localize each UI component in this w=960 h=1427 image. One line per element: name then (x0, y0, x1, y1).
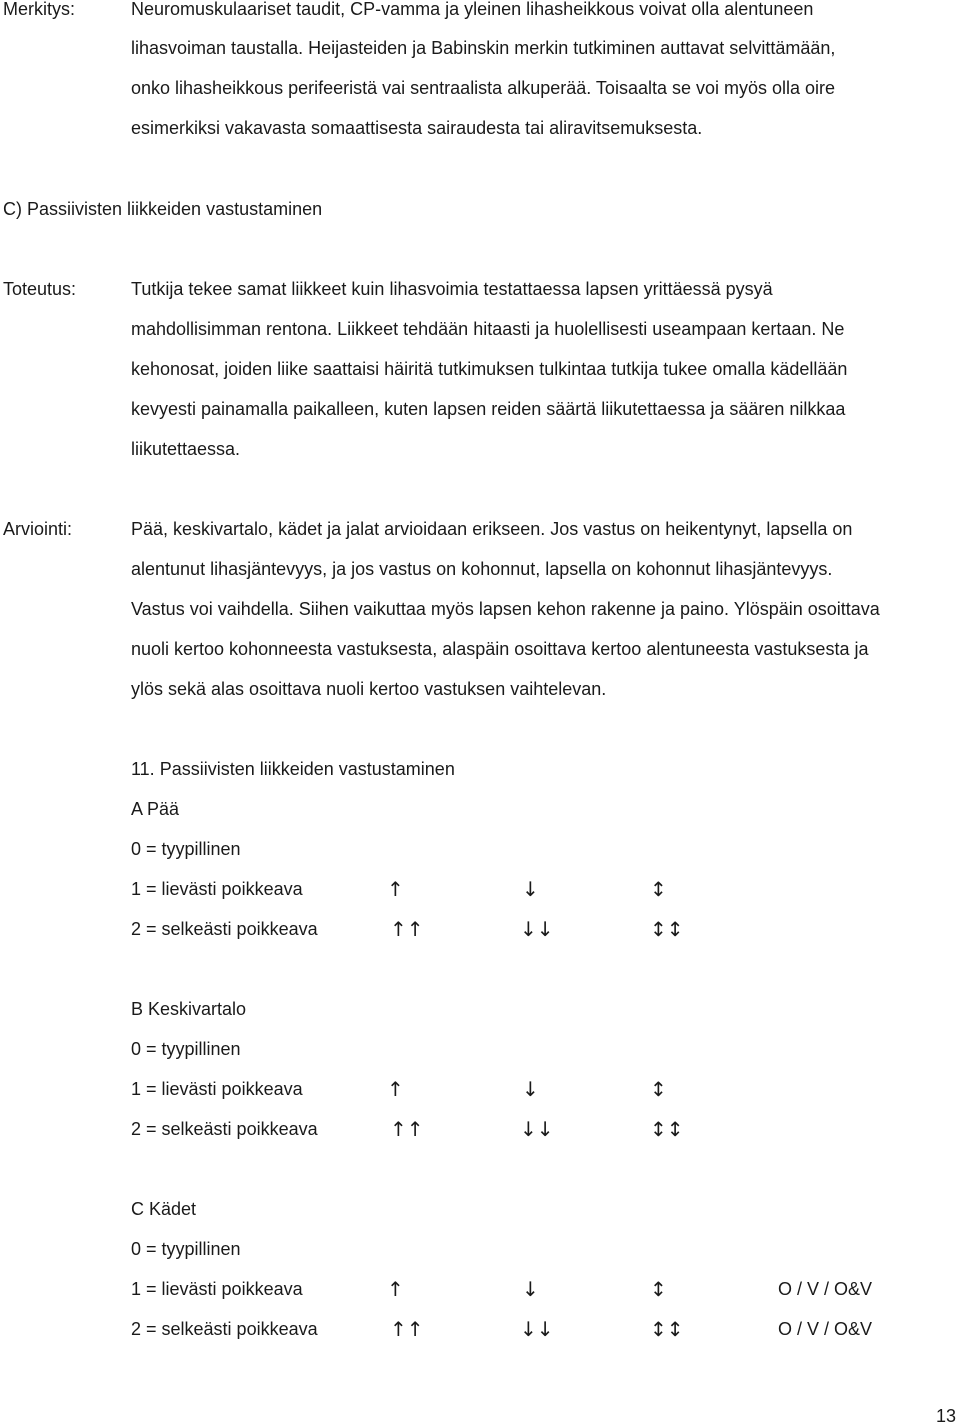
c-score-1-arrow-up-icon: ↑ (387, 1277, 404, 1301)
b-score-2-arrow-down-double-icon: ↓↓ (520, 1117, 554, 1141)
arviointi-line-2: alentunut lihasjäntevyys, ja jos vastus on kohonnut, lapsella on kohonnut lihasjäntevyys. (131, 559, 833, 579)
subsection-b-score-0: 0 = tyypillinen (131, 1039, 241, 1059)
section-heading: C) Passiivisten liikkeiden vastustaminen (3, 199, 323, 219)
c-score-1-arrow-updown-icon: ↕ (650, 1277, 667, 1301)
subsection-c-title: C Kädet (131, 1199, 197, 1219)
a-score-2-arrow-down-double-icon: ↓↓ (520, 917, 554, 941)
a-score-1-arrow-updown-icon: ↕ (650, 877, 667, 901)
a-score-2-arrow-updown-double-icon: ↕↕ (650, 917, 684, 941)
toteutus-line-5: liikutettaessa. (131, 439, 241, 459)
subsection-a-score-0: 0 = tyypillinen (131, 839, 241, 859)
toteutus-line-3: kehonosat, joiden liike saattaisi häiritä tutkimuksen tulkintaa tutkija tukee omalla kädellään (131, 359, 848, 379)
subsection-a-score-1: 1 = lievästi poikkeava (131, 879, 303, 899)
subsection-c-score-2: 2 = selkeästi poikkeava (131, 1319, 318, 1339)
merkitys-line-3: onko lihasheikkous perifeeristä vai sentraalista alkuperää. Toisaalta se voi myös olla oire (131, 78, 836, 98)
subsection-a-title: A Pää (131, 799, 180, 819)
c-score-2-arrow-updown-double-icon: ↕↕ (650, 1317, 684, 1341)
c-score-1-side-options: O / V / O&V (778, 1279, 873, 1299)
item-title: 11. Passiivisten liikkeiden vastustaminen (131, 759, 455, 779)
a-score-1-arrow-up-icon: ↑ (387, 877, 404, 901)
b-score-1-arrow-up-icon: ↑ (387, 1077, 404, 1101)
subsection-b-title: B Keskivartalo (131, 999, 247, 1019)
merkitys-line-1: Neuromuskulaariset taudit, CP-vamma ja yleinen lihasheikkous voivat olla alentuneen (131, 0, 814, 19)
subsection-c-score-1: 1 = lievästi poikkeava (131, 1279, 303, 1299)
a-score-2-arrow-up-double-icon: ↑↑ (390, 917, 424, 941)
page-number: 13 (935, 1406, 956, 1426)
b-score-1-arrow-updown-icon: ↕ (650, 1077, 667, 1101)
arviointi-line-3: Vastus voi vaihdella. Siihen vaikuttaa myös lapsen kehon rakenne ja paino. Ylöspäin osoittava (131, 599, 880, 619)
c-score-2-side-options: O / V / O&V (778, 1319, 873, 1339)
c-score-1-arrow-down-icon: ↓ (522, 1277, 539, 1301)
merkitys-label: Merkitys: (3, 0, 75, 19)
subsection-c-score-0: 0 = tyypillinen (131, 1239, 241, 1259)
subsection-a-score-2: 2 = selkeästi poikkeava (131, 919, 318, 939)
b-score-2-arrow-updown-double-icon: ↕↕ (650, 1117, 684, 1141)
arviointi-line-1: Pää, keskivartalo, kädet ja jalat arvioidaan erikseen. Jos vastus on heikentynyt, lapsella on (131, 519, 853, 539)
subsection-b-score-2: 2 = selkeästi poikkeava (131, 1119, 318, 1139)
c-score-2-arrow-up-double-icon: ↑↑ (390, 1317, 424, 1341)
c-score-2-arrow-down-double-icon: ↓↓ (520, 1317, 554, 1341)
toteutus-label: Toteutus: (3, 279, 77, 299)
arviointi-line-5: ylös sekä alas osoittava nuoli kertoo vastuksen vaihtelevan. (131, 679, 607, 699)
toteutus-line-4: kevyesti painamalla paikalleen, kuten lapsen reiden säärtä liikutettaessa ja säären nilkkaa (131, 399, 846, 419)
b-score-1-arrow-down-icon: ↓ (522, 1077, 539, 1101)
arviointi-label: Arviointi: (3, 519, 73, 539)
toteutus-line-1: Tutkija tekee samat liikkeet kuin lihasvoimia testattaessa lapsen yrittäessä pysyä (131, 279, 773, 299)
subsection-b-score-1: 1 = lievästi poikkeava (131, 1079, 303, 1099)
arviointi-line-4: nuoli kertoo kohonneesta vastuksesta, alaspäin osoittava kertoo alentuneesta vastuksesta ja (131, 639, 869, 659)
merkitys-line-2: lihasvoiman taustalla. Heijasteiden ja Babinskin merkin tutkiminen auttavat selvittämään, (131, 38, 836, 58)
b-score-2-arrow-up-double-icon: ↑↑ (390, 1117, 424, 1141)
toteutus-line-2: mahdollisimman rentona. Liikkeet tehdään hitaasti ja huolellisesti useampaan kertaan. Ne (131, 319, 845, 339)
merkitys-line-4: esimerkiksi vakavasta somaattisesta sairaudesta tai aliravitsemuksesta. (131, 118, 703, 138)
a-score-1-arrow-down-icon: ↓ (522, 877, 539, 901)
